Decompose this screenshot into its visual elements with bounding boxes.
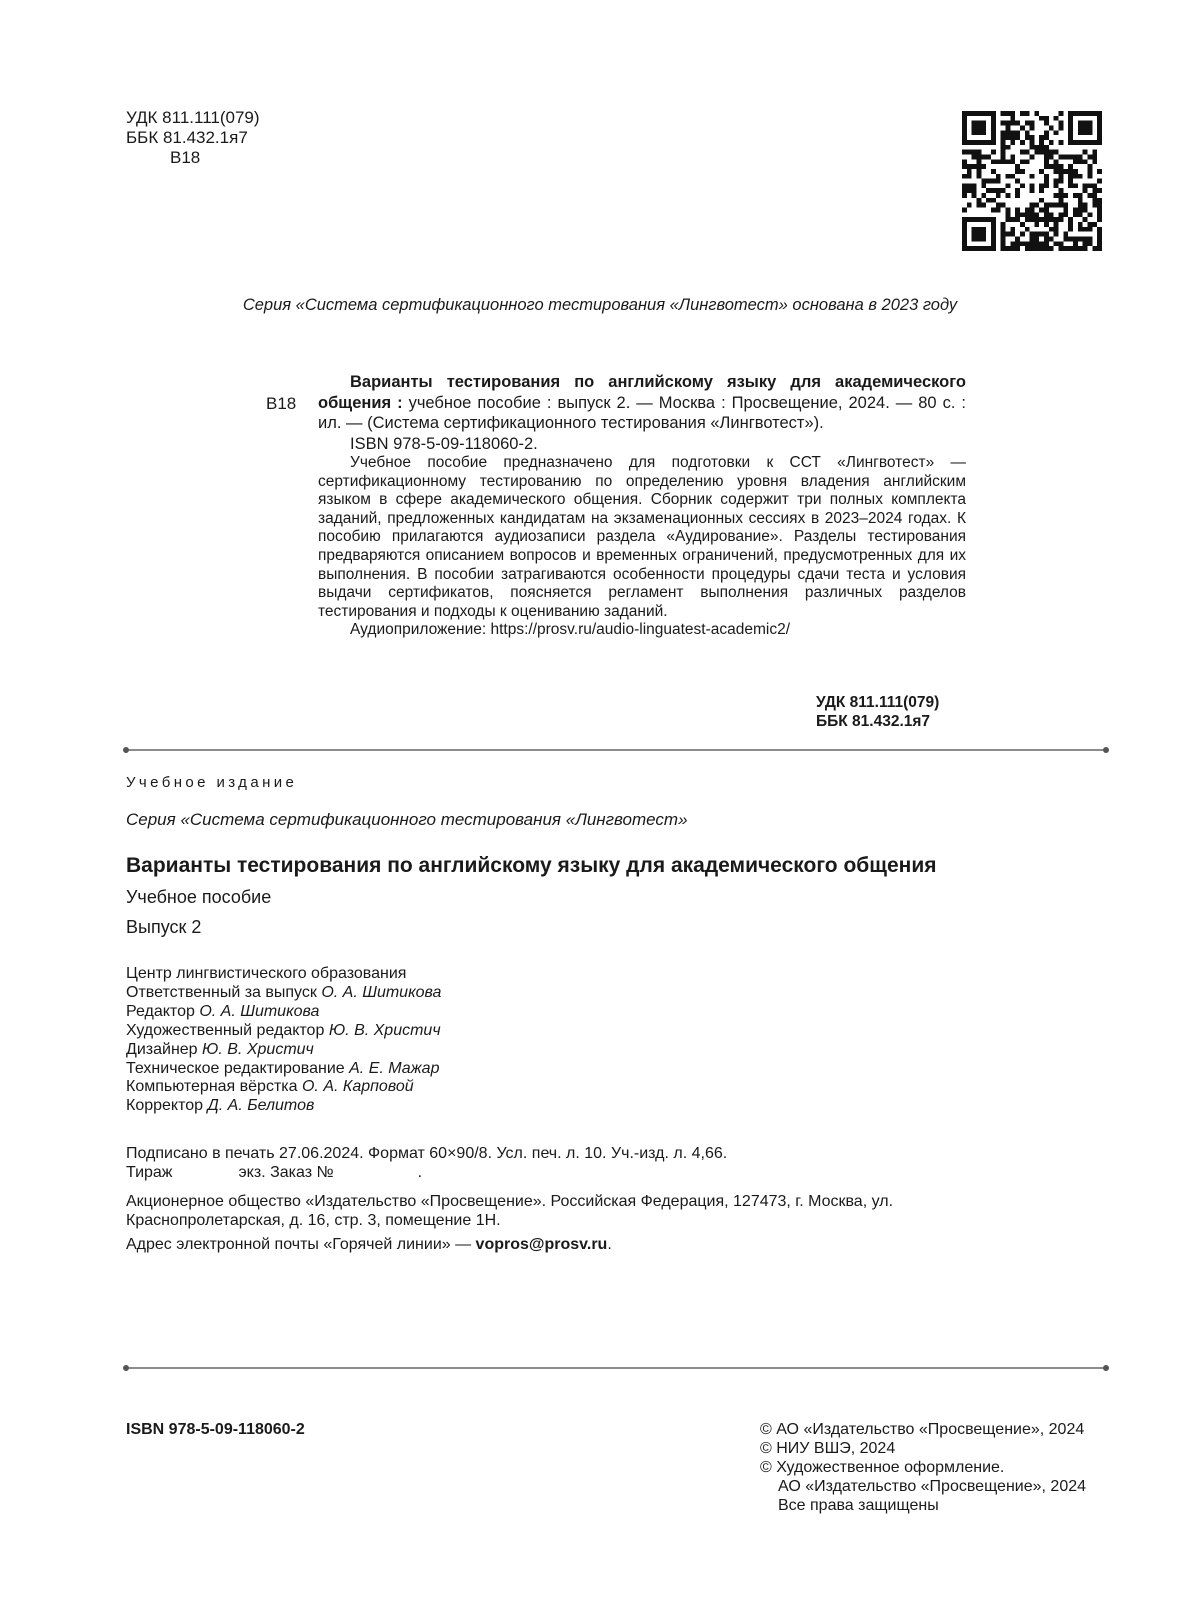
publisher-address: Акционерное общество «Издательство «Просвещение». Российская Федерация, 127473, г. Москва, ул. Краснопролетарская, д. 16, стр. 3, помещение 1Н.: [126, 1193, 894, 1229]
copyright-line: © Художественное оформление.: [760, 1459, 1005, 1476]
annotation-isbn: ISBN 978-5-09-118060-2.: [350, 434, 538, 453]
credit-line: Дизайнер Ю. В. Христич: [126, 1040, 314, 1058]
hotline-email: Адрес электронной почты «Горячей линии» — vopros@prosv.ru.: [126, 1236, 612, 1253]
education-center: Центр лингвистического образования: [126, 965, 407, 982]
annotation-bbk: ББК 81.432.1я7: [816, 712, 931, 730]
print-info: [126, 1144, 727, 1182]
signed-to-print: Подписано в печать 27.06.2024. Формат 60×90/8. Усл. печ. л. 10. Уч.-изд. л. 4,66.: [126, 1145, 728, 1162]
divider-top: [126, 749, 1106, 751]
credit-line: Ответственный за выпуск О. А. Шитикова: [126, 983, 442, 1001]
copyright-block: [760, 1420, 1086, 1515]
bbk-code: ББК 81.432.1я7: [126, 128, 248, 147]
annotation-codes: [816, 694, 939, 731]
annotation-audio-link[interactable]: Аудиоприложение: https://prosv.ru/audio-linguatest-academic2/: [350, 621, 791, 639]
circulation-line: Тираж экз. Заказ № .: [126, 1164, 423, 1181]
annotation-block: [318, 372, 966, 640]
annotation-code: В18: [266, 394, 297, 413]
annotation-description: Учебное пособие предназначено для подготовки к ССТ «Лингвотест» — сертификационному тестированию по определению уровня владения английским языком в сфере академического общения. Сборник содержит три полных комплекта заданий, предложенных кандидатам на экзаменационных сессиях в 2023–2024 годах. К пособию прилагаются аудиозаписи раздела «Аудирование». Разделы тестирования предваряются описанием вопросов и временных ограничений, предусмотренных для их выполнения. В пособии затрагиваются особенности процедуры сдачи теста и условия выдачи сертификатов, поясняется регламент выполнения различных разделов тестирования и подходы к оцениванию заданий.: [318, 454, 966, 620]
divider-bottom: [126, 1367, 1106, 1369]
author-mark: В18: [170, 148, 201, 167]
copyright-line: © АО «Издательство «Просвещение», 2024: [760, 1421, 1085, 1438]
copyright-line: Все права защищены: [778, 1497, 939, 1514]
annotation-title: Варианты тестирования по английскому языку для академического общения :: [318, 373, 966, 412]
book-title: Варианты тестирования по английскому языку для академического общения: [126, 854, 937, 877]
footer-isbn: ISBN 978-5-09-118060-2: [126, 1421, 305, 1438]
book-issue: Выпуск 2: [126, 917, 202, 937]
qr-code[interactable]: [962, 111, 1102, 251]
email-link[interactable]: vopros@prosv.ru: [475, 1236, 608, 1253]
annotation-bibliographic: учебное пособие : выпуск 2. — Москва : Просвещение, 2024. — 80 с. : ил. — (Система сертификационного тестирования «Лингвотест»).: [318, 393, 966, 432]
credit-line: Редактор О. А. Шитикова: [126, 1002, 320, 1020]
series-note: Серия «Система сертификационного тестирования «Лингвотест» основана в 2023 году: [242, 296, 958, 314]
edition-type: Учебное издание: [126, 774, 298, 791]
credit-line: Компьютерная вёрстка О. А. Карповой: [126, 1078, 414, 1096]
top-classification-codes: [126, 108, 260, 168]
annotation-udk: УДК 811.111(079): [816, 694, 940, 711]
copyright-line: © НИУ ВШЭ, 2024: [760, 1440, 896, 1457]
book-subtitle: Учебное пособие: [126, 887, 272, 907]
udk-code: УДК 811.111(079): [126, 108, 260, 127]
credit-line: Художественный редактор Ю. В. Христич: [126, 1021, 441, 1039]
imprint-series: Серия «Система сертификационного тестирования «Лингвотест»: [126, 810, 688, 829]
credits-block: [126, 965, 441, 1116]
credit-line: Корректор Д. А. Белитов: [126, 1097, 315, 1115]
credit-line: Техническое редактирование А. Е. Мажар: [126, 1059, 440, 1077]
copyright-line: АО «Издательство «Просвещение», 2024: [778, 1478, 1087, 1495]
